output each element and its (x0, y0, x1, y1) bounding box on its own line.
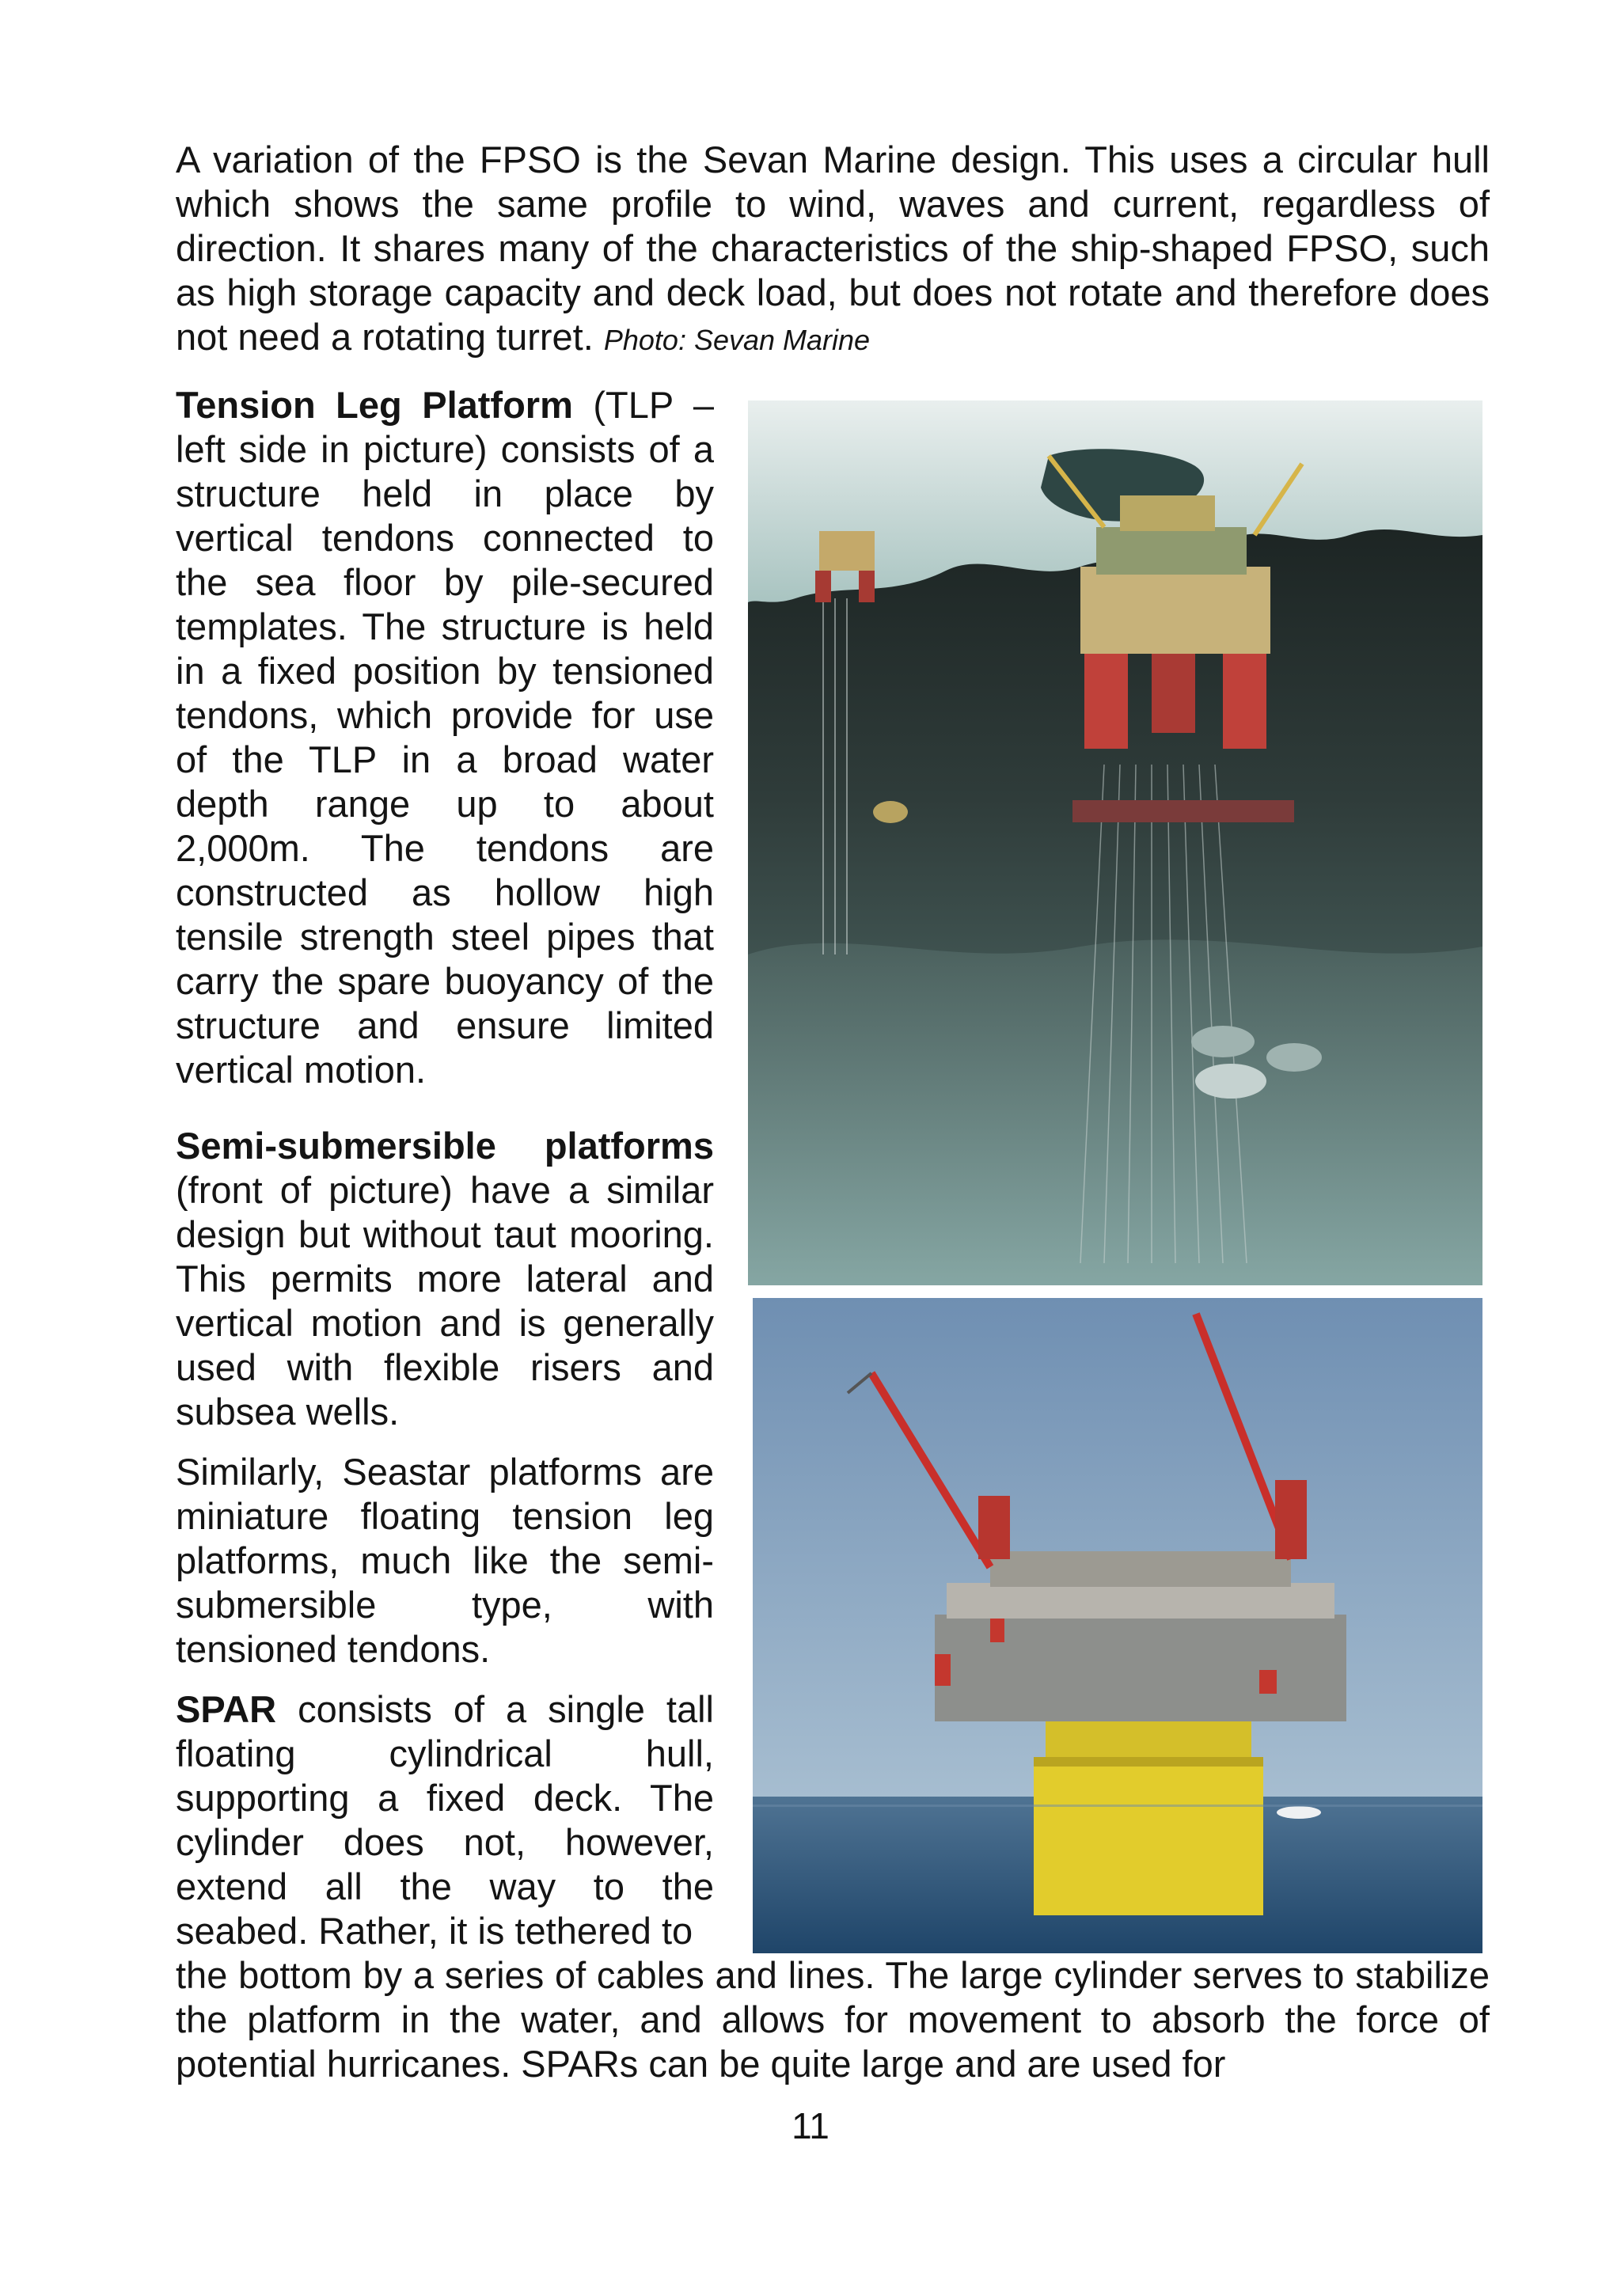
page-number: 11 (792, 2105, 829, 2146)
semi-submersible-paragraph (176, 1124, 714, 1434)
semi-submersible-text: (front of picture) have a similar design but without taut mooring. This permits more lateral and vertical motion and is generally used with flexible risers and subsea wells. (176, 1169, 714, 1433)
spar-text: consists of a single tall floating cylindrical hull, supporting a fixed deck. The cylinder does not, however, extend all the way to the seabed. Rather, it is tethered to (176, 1688, 714, 1952)
intro-text: A variation of the FPSO is the Sevan Marine design. This uses a circular hull which shows the same profile to wind, waves and current, regardless of direction. It shares many of the characteristics of the ship-shaped FPSO, such as high storage capacity and deck load, but does not rotate and therefore does not need a rotating turret. (176, 139, 1490, 358)
intro-paragraph (176, 138, 1490, 362)
tlp-text: (TLP – left side in picture) consists of a structure held in place by vertical tendons connected to the sea floor by pile-secured templates. The structure is held in a fixed position by tensioned tendons, which provide for use of the TLP in a broad water depth range up to about 2,000m. The tendons are constructed as hollow high tensile strength steel pipes that carry the spare buoyancy of the structure and ensure limited vertical motion. (176, 384, 715, 1091)
spar-paragraph (176, 1687, 714, 1953)
tlp-heading: Tension Leg Platform (176, 384, 573, 426)
spar-heading: SPAR (176, 1688, 277, 1730)
semi-submersible-heading: Semi-submersible platforms (176, 1125, 714, 1167)
tlp-semisubmersible-illustration (748, 400, 1482, 1285)
photo-credit: Photo: Sevan Marine (603, 324, 871, 356)
spar-platform-photo (753, 1298, 1482, 1953)
seastar-paragraph (176, 1450, 714, 1672)
tlp-paragraph (176, 383, 714, 1092)
seastar-text: Similarly, Seastar platforms are miniature floating tension leg platforms, much like the semi-submersible type, with tensioned tendons. (176, 1451, 714, 1670)
spar-continuation-paragraph (176, 1953, 1490, 2086)
spar-continuation-text: the bottom by a series of cables and lines. The large cylinder serves to stabilize the platform in the water, and allows for movement to absorb the force of potential hurricanes. SPARs can be quite large and are used for (176, 1954, 1490, 2085)
